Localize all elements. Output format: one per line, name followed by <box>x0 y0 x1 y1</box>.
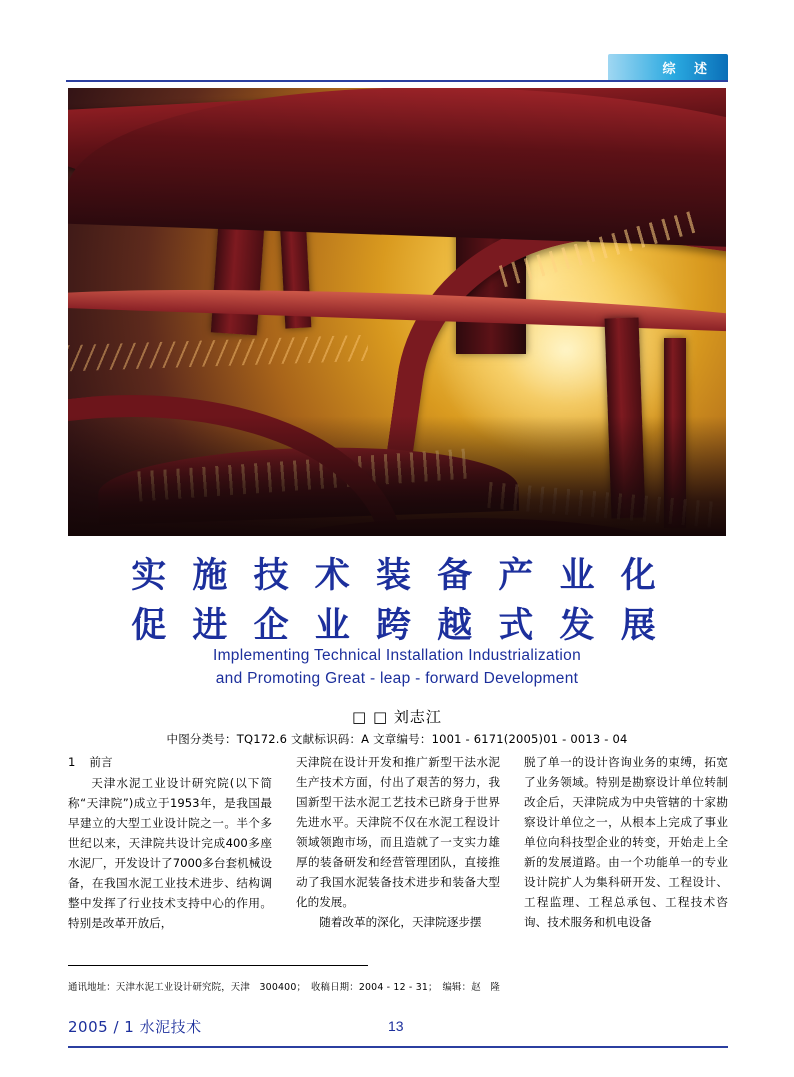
section-heading <box>68 752 272 772</box>
article-title-zh-line1: 实 施 技 术 装 备 产 业 化 <box>131 556 663 596</box>
page-header <box>66 54 728 82</box>
header-divider <box>66 80 728 82</box>
body-column-2 <box>296 752 500 947</box>
paragraph: 天津水泥工业设计研究院(以下简称“天津院”)成立于1953年，是我国最早建立的大型工业设计院之一。半个多世纪以来，天津院共设计完成400多座水泥厂，开发设计了7000多台套机械设备，在我国水泥工业技术进步、结构调整中发挥了行业技术支持中心的作用。特别是改革开放后， <box>68 776 272 930</box>
article-title-en-line1: Implementing Technical Installation Industrialization <box>212 647 581 664</box>
footnote-divider <box>68 965 368 966</box>
journal-issue-label: 2005 / 1 水泥技术 <box>68 1018 202 1036</box>
page-footer <box>68 1016 728 1040</box>
paragraph: 天津院在设计开发和推广新型干法水泥生产技术方面，付出了艰苦的努力，我国新型干法水泥工艺技术已跻身于世界先进水平。天津院不仅在水泥工程设计领域领跑市场，而且造就了一支实力雄厚的装备研发和经营管理团队，直接推动了我国水泥装备技术进步和装备大型化的发展。 <box>296 755 500 909</box>
paragraph: 脱了单一的设计咨询业务的束缚，拓宽了业务领域。特别是勘察设计单位转制改企后，天津院成为中央管辖的十家勘察设计单位之一，从根本上完成了事业单位向科技型企业的转变，开始走上全新的发展道路。由一个功能单一的专业设计院扩人为集科研开发、工程设计、工程监理、工程总承包、工程技术咨询、技术服务和机电设备 <box>524 755 728 929</box>
body-column-3 <box>524 752 728 947</box>
article-author: □ □ 刘志江 <box>352 708 442 726</box>
paragraph: 随着改革的深化，天津院逐步摆 <box>319 915 482 929</box>
section-title: 前言 <box>89 755 113 769</box>
footer-divider <box>68 1046 728 1048</box>
footnote-text: 通讯地址：天津水泥工业设计研究院，天津 300400； 收稿日期：2004 - 12 - 31； 编辑：赵 隆 <box>68 982 500 993</box>
body-column-1 <box>68 752 272 947</box>
article-body <box>68 752 728 947</box>
section-tab <box>608 54 728 80</box>
photo-shadow <box>68 416 726 536</box>
page-number: 13 <box>388 1018 404 1034</box>
section-tab-label: 综 述 <box>662 62 714 77</box>
article-title-zh-line2: 促 进 企 业 跨 越 式 发 展 <box>131 606 663 646</box>
article-title-en-line2: and Promoting Great - leap - forward Development <box>215 670 579 687</box>
figure-photograph <box>68 88 726 536</box>
section-number: 1 <box>68 755 76 769</box>
article-classification-codes: 中图分类号：TQ172.6 文献标识码：A 文章编号：1001 - 6171(2005)01 - 0013 - 04 <box>166 732 628 746</box>
